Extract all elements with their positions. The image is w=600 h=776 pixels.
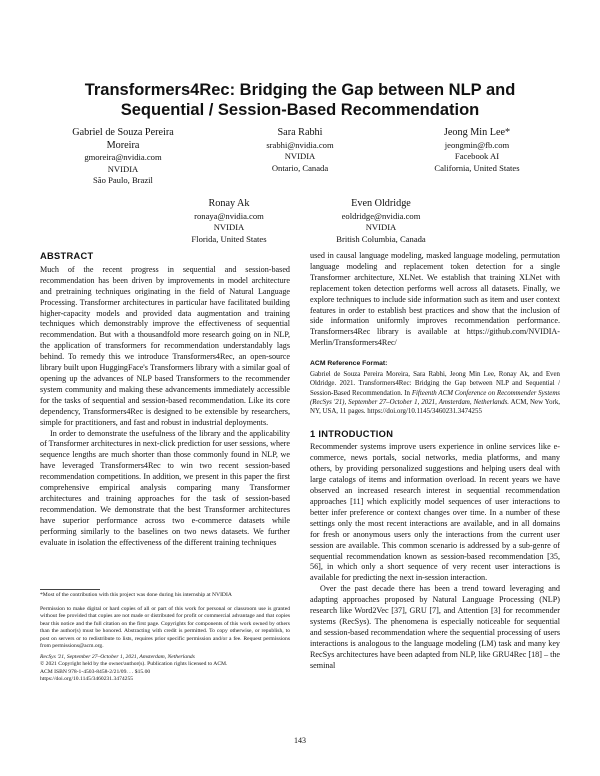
author-location: São Paulo, Brazil	[93, 175, 153, 185]
author-name: Gabriel de Souza Pereira	[72, 127, 174, 138]
venue-line: RecSys '21, September 27–October 1, 2021, Amsterdam, Netherlands	[40, 653, 195, 660]
introduction-heading: 1 INTRODUCTION	[310, 428, 394, 439]
title-line-2: Sequential / Session-Based Recommendation	[120, 101, 480, 119]
acm-reference-heading: ACM Reference Format:	[310, 360, 388, 368]
doi-link[interactable]: https://doi.org/10.1145/3460231.3474255	[40, 676, 134, 682]
page-number: 143	[294, 736, 306, 745]
footnote-text: *Most of the contribution with this project was done during his internship at NVIDIA	[40, 592, 232, 598]
right-column	[310, 251, 560, 671]
author-location: Florida, United States	[191, 233, 267, 244]
footnote-rule	[40, 589, 100, 590]
author-email: srabhi@nvidia.com	[266, 139, 334, 150]
author-block-rabhi	[217, 127, 383, 174]
author-email: eoldridge@nvidia.com	[341, 210, 421, 221]
author-email: ronaya@nvidia.com	[194, 210, 264, 221]
abstract-paragraph-1: Much of the recent progress in sequential and session-based recommendation has been driven by improvements in model architecture and pretraining techniques originating in the field of Natural Language Processing. Transformer architectures in particular have facilitated building higher-capacity models and provided data augmentation and training techniques which demonstrably improve the effectiveness of sequential recommendation. But with a thousandfold more research going on in NLP, the application of transformers for recommendation understandably lags behind. To remedy this we introduce Transformers4Rec, an open-source library built upon HuggingFace's Transformers library with a similar goal of opening up the advances of NLP based Transformers to the recommender system community and making these advancements immediately accessible for the tasks of sequential and session-based recommendation. Like its core dependency, Transformers4Rec is designed to be extensible by researchers, simple for practitioners, and fast and robust in industrial deployments.	[40, 264, 290, 427]
author-org: Facebook AI	[454, 151, 500, 161]
author-org: NVIDIA	[365, 222, 397, 232]
copyright-line: © 2021 Copyright held by the owner/author(s). Publication rights licensed to ACM.	[40, 661, 228, 667]
author-block-moreira	[40, 127, 206, 187]
footnote-block	[40, 592, 290, 684]
acm-reference-text: Gabriel de Souza Pereira Moreira, Sara Rabhi, Jeong Min Lee, Ronay Ak, and Even Oldridge. 2021. Transformers4Rec: Bridging the Gap between NLP and Sequential / Session-Based Recommendation. In Fifteenth ACM Conference on Recommender Systems (RecSys '21), September 27–October 1, 2021, Amsterdam, Netherlands. ACM, New York, NY, USA, 11 pages. https://doi.org/10.1145/3460231.3474255	[310, 371, 560, 416]
abstract-paragraph-2: In order to demonstrate the usefulness of the library and the applicability of Transformer architectures in next-click prediction for user sessions, where sequence lengths are much shorter than those commonly found in NLP, we have leveraged Transformers4Rec to win two recent session-based recommendation competitions. In addition, we present in this paper the first comprehensive empirical analysis comparing many Transformer architectures and training approaches for the task of session-based recommendation. We demonstrate that the best Transformer architectures have superior performance across two e-commerce datasets while performing similarly to the baselines on two news datasets. We further evaluate in isolation the effectiveness of the different training techniques	[40, 428, 290, 547]
isbn-line: ACM ISBN 978-1-4503-8458-2/21/09. . . $15.00	[40, 668, 151, 675]
author-name: Sara Rabhi	[277, 127, 323, 138]
author-name: Jeong Min Lee*	[443, 127, 511, 138]
author-location: British Columbia, Canada	[336, 233, 426, 244]
intro-paragraph-2: Over the past decade there has been a trend toward leveraging and adapting approaches proposed by Natural Language Processing (NLP) research like Word2Vec [37], GRU [7], and Attention [3] for recommender systems (RecSys). The phenomena is especially noticeable for sequential and session-based recommendation where the sequential processing of users interactions is analogous to the language modeling (LM) task and many key RecSys architectures have been adapted from NLP, like GRU4Rec [18] – the seminal	[310, 584, 560, 670]
author-block-oldridge	[298, 198, 464, 245]
author-name-cont: Moreira	[106, 139, 140, 151]
author-email: jeongmin@fb.com	[444, 139, 510, 150]
abstract-heading: ABSTRACT	[40, 251, 94, 261]
author-block-ak	[146, 198, 312, 245]
abstract-paragraph-3: used in causal language modeling, masked language modeling, permutation language modeling and replacement token detection for a single Transformer architecture, XLNet. We establish that training XLNet with replacement token detection performs well across all datasets. Finally, we explore techniques to include side information such as item and user context features in order to establish best practices and show that the inclusion of side information uniformly improves recommendation performance. Transformers4Rec library is available at https://github.com/NVIDIA-Merlin/Transformers4Rec/	[310, 251, 560, 348]
author-block-lee	[394, 127, 560, 174]
author-location: Ontario, Canada	[271, 162, 329, 173]
author-email: gmoreira@nvidia.com	[84, 152, 162, 162]
author-name: Even Oldridge	[351, 198, 411, 209]
permission-notice: Permission to make digital or hard copies of all or part of this work for personal or classroom use is granted without fee provided that copies are not made or distributed for profit or commercial advantage and that copies bear this notice and the full citation on the first page. Copyrights for components of this work owned by others than the author(s) must be honored. Abstracting with credit is permitted. To copy otherwise, or republish, to post on servers or to redistribute to lists, requires prior specific permission and/or a fee. Request permissions from permissions@acm.org.	[40, 605, 290, 649]
paper-title	[40, 80, 560, 120]
author-location: California, United States	[434, 162, 520, 173]
author-org: NVIDIA	[213, 222, 245, 232]
author-name: Ronay Ak	[208, 198, 250, 209]
author-org: NVIDIA	[107, 163, 139, 174]
author-org: NVIDIA	[284, 151, 316, 161]
left-column	[40, 251, 290, 548]
intro-paragraph-1: Recommender systems improve users experience in online services like e-commerce, news portals, social networks, media platforms, and many others, by providing personalized suggestions and helping users deal with large catalogs of items and information overload. In recent years we have observed an increased research interest in sequential recommendation approaches [11] which explicitly model sequences of user interactions to better infer preference or context changes over time. In a number of these settings only the most recent interactions are available, and in all domains for fresh or anonymous users only the interactions from the current user session are available. This common scenario is addressed by a sub-genre of sequential recommendation known as session-based recommendation [35, 56], in which only a short sequence of very recent user interactions is available for predicting the next in-session interaction.	[310, 442, 560, 583]
title-line-1: Transformers4Rec: Bridging the Gap between NLP and	[84, 81, 516, 99]
